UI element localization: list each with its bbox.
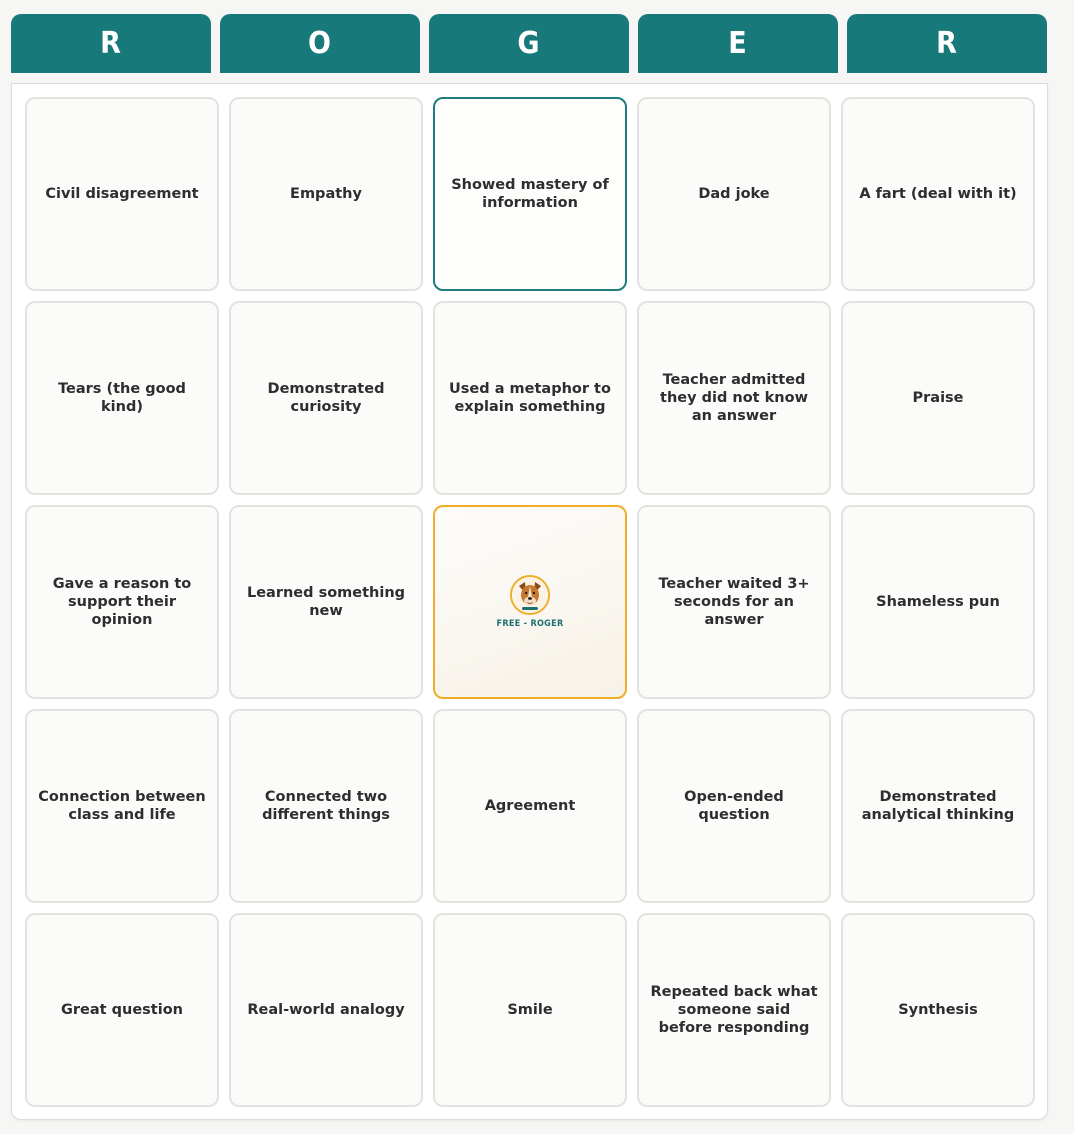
bingo-cell[interactable]: Teacher waited 3+ seconds for an answer [637,505,831,699]
bingo-cell[interactable]: Repeated back what someone said before responding [637,913,831,1107]
bingo-cell[interactable]: Synthesis [841,913,1035,1107]
dog-avatar-icon [510,575,550,615]
bingo-cell[interactable]: Gave a reason to support their opinion [25,505,219,699]
bingo-cell[interactable]: Connection between class and life [25,709,219,903]
bingo-cell[interactable]: Empathy [229,97,423,291]
bingo-cell[interactable]: Learned something new [229,505,423,699]
bingo-cell[interactable]: Open-ended question [637,709,831,903]
bingo-cell[interactable]: Used a metaphor to explain something [433,301,627,495]
bingo-cell[interactable]: Shameless pun [841,505,1035,699]
bingo-cell[interactable]: Demonstrated curiosity [229,301,423,495]
bingo-cell[interactable]: Smile [433,913,627,1107]
bingo-cell[interactable]: Tears (the good kind) [25,301,219,495]
bingo-grid [25,97,1035,1107]
bingo-board [11,83,1048,1120]
bingo-cell[interactable]: Real-world analogy [229,913,423,1107]
bingo-card [11,14,1048,1036]
bingo-cell[interactable]: Teacher admitted they did not know an answer [637,301,831,495]
free-space-cell[interactable] [433,505,627,699]
bingo-cell[interactable]: Civil disagreement [25,97,219,291]
bingo-header [11,14,1048,73]
bingo-cell[interactable]: Praise [841,301,1035,495]
bingo-cell[interactable]: A fart (deal with it) [841,97,1035,291]
header-letter-o: O [220,14,420,73]
header-letter-g: G [429,14,629,73]
bingo-cell[interactable]: Agreement [433,709,627,903]
free-space-label: FREE - ROGER [496,618,564,629]
header-letter-r2: R [847,14,1047,73]
bingo-cell[interactable]: Dad joke [637,97,831,291]
header-letter-e: E [638,14,838,73]
bingo-cell[interactable]: Demonstrated analytical thinking [841,709,1035,903]
bingo-cell[interactable]: Connected two different things [229,709,423,903]
header-letter-r: R [11,14,211,73]
bingo-cell[interactable]: Great question [25,913,219,1107]
bingo-cell-selected[interactable]: Showed mastery of information [433,97,627,291]
